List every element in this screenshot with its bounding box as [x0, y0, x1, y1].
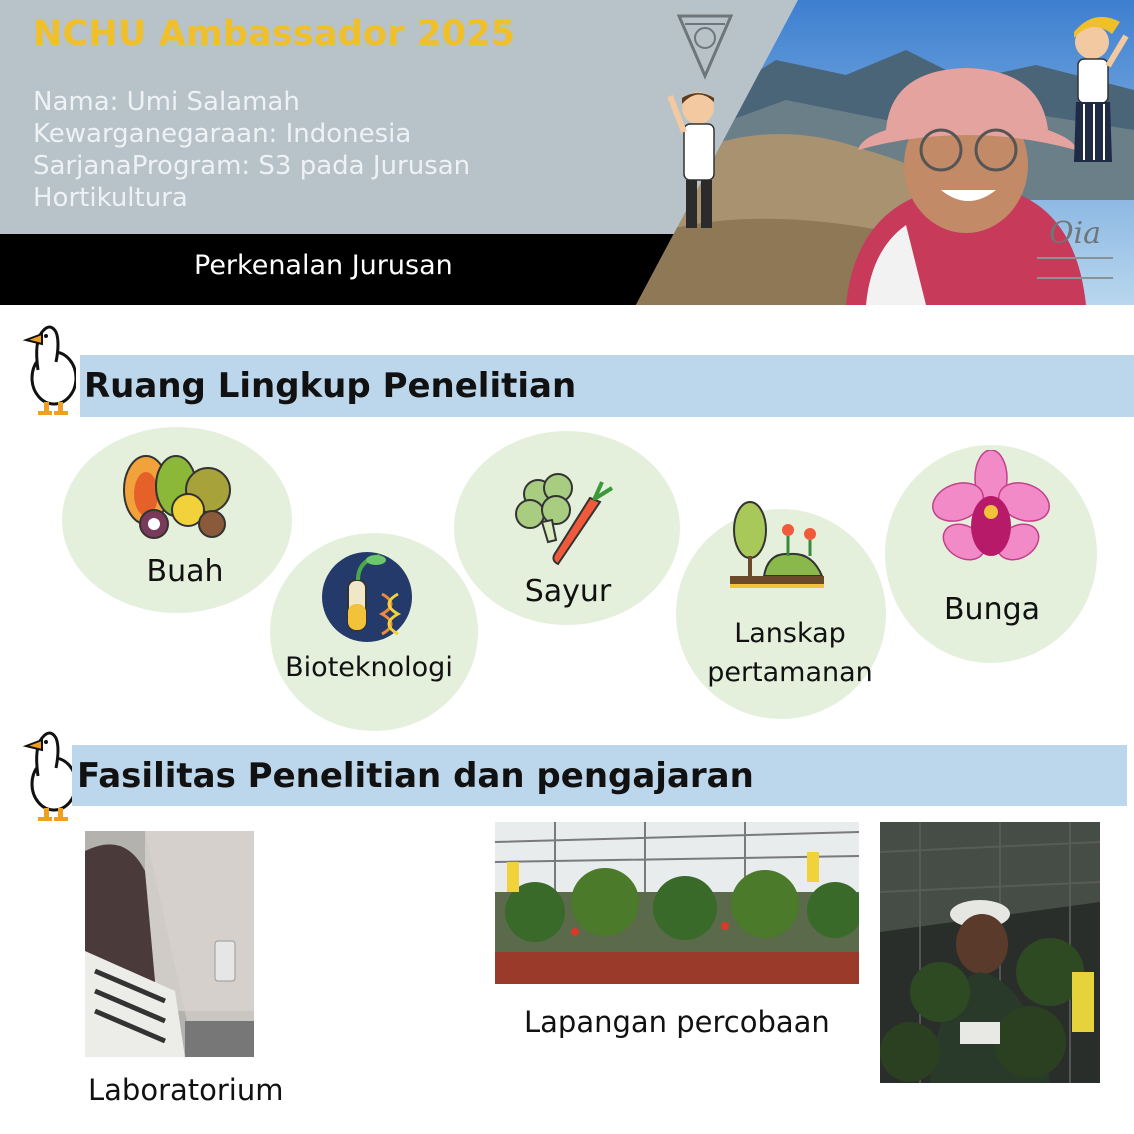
- landscape-icon: [728, 496, 826, 592]
- duck-icon: [20, 318, 76, 418]
- girl-cartoon-icon: [1054, 14, 1132, 174]
- page-title: NCHU Ambassador 2025: [33, 14, 516, 54]
- caption-laboratory: Laboratorium: [88, 1073, 284, 1107]
- vegetable-icon: [512, 472, 616, 568]
- duck-icon: [20, 724, 76, 824]
- info-name: Nama: Umi Salamah: [33, 87, 300, 117]
- ambassador-info: [33, 86, 573, 214]
- boy-cartoon-icon: [664, 86, 728, 236]
- greenhouse-photo: [880, 822, 1100, 1083]
- scope-label-biotech: Bioteknologi: [285, 652, 453, 683]
- facilities-title: Fasilitas Penelitian dan pengajaran: [77, 756, 754, 796]
- fruit-icon: [118, 450, 234, 542]
- experimental-field-photo: [495, 822, 859, 984]
- scope-label-vegetable: Sayur: [524, 574, 612, 609]
- oia-logo-mark: [1037, 257, 1113, 279]
- info-program: SarjanaProgram: S3 pada Jurusan: [33, 151, 471, 181]
- scope-label-landscape-line1: Lanskap: [734, 618, 846, 649]
- header-banner: [0, 0, 1134, 305]
- flower-icon: [930, 450, 1052, 570]
- info-nationality: Kewarganegaraan: Indonesia: [33, 119, 412, 149]
- oia-logo-text: Oia: [1048, 216, 1102, 251]
- biotech-icon: [320, 550, 414, 644]
- intro-label: Perkenalan Jurusan: [194, 250, 453, 281]
- scope-label-landscape: [700, 614, 880, 692]
- university-seal-icon: [677, 12, 733, 80]
- laboratory-photo: [85, 831, 254, 1057]
- research-scope-title: Ruang Lingkup Penelitian: [84, 366, 577, 406]
- info-department: Hortikultura: [33, 183, 188, 213]
- caption-experimental-field: Lapangan percobaan: [524, 1005, 830, 1039]
- scope-label-landscape-line2: pertamanan: [707, 657, 873, 688]
- scope-label-fruit: Buah: [146, 554, 224, 589]
- oia-logo: [1030, 216, 1120, 296]
- scope-label-flower: Bunga: [943, 592, 1041, 627]
